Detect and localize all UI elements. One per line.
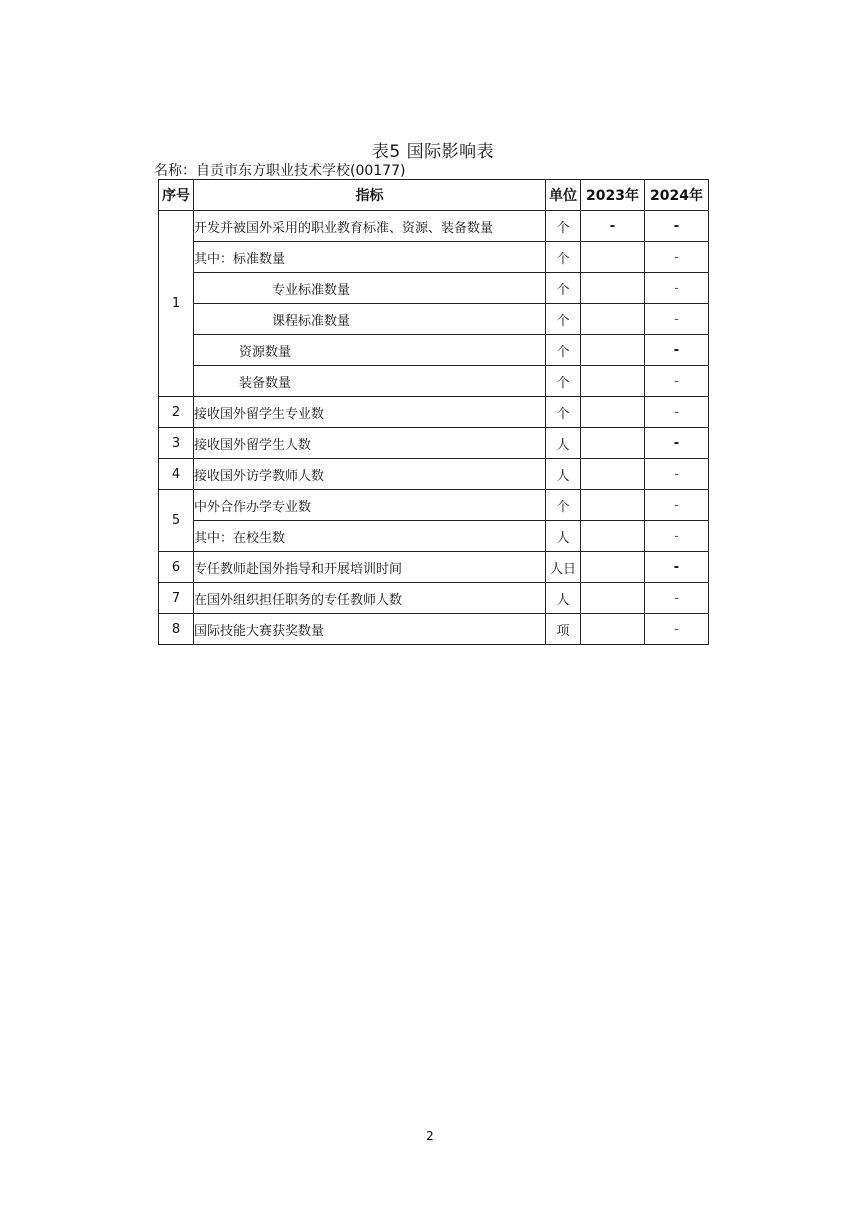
seq-cell: 7 [159,583,194,614]
value-2023-cell [581,459,645,490]
indicator-cell: 专任教师赴国外指导和开展培训时间 [194,552,546,583]
seq-cell: 5 [159,490,194,552]
seq-cell: 2 [159,397,194,428]
unit-cell: 人 [546,521,581,552]
table-row [159,428,709,459]
unit-cell: 个 [546,211,581,242]
unit-cell: 人 [546,428,581,459]
indicator-cell: 接收国外留学生人数 [194,428,546,459]
seq-cell: 8 [159,614,194,645]
value-2023-cell [581,583,645,614]
table-row [159,490,709,521]
value-2023-cell [581,335,645,366]
table-row [159,459,709,490]
header-2024: 2024年 [645,180,709,211]
table-row [159,335,709,366]
page-number: 2 [426,1129,434,1143]
value-2023-cell [581,397,645,428]
value-2024-cell: - [645,366,709,397]
unit-cell: 个 [546,273,581,304]
unit-cell: 个 [546,397,581,428]
value-2024-cell: - [645,335,709,366]
school-name: 名称：自贡市东方职业技术学校(00177) [154,163,406,179]
indicator-cell: 国际技能大赛获奖数量 [194,614,546,645]
header-unit: 单位 [546,180,581,211]
table-header-row [159,180,709,211]
value-2024-cell: - [645,304,709,335]
value-2024-cell: - [645,583,709,614]
table-row [159,521,709,552]
value-2023-cell [581,614,645,645]
value-2023-cell [581,552,645,583]
indicator-cell: 资源数量 [194,335,546,366]
seq-cell: 3 [159,428,194,459]
unit-cell: 个 [546,304,581,335]
unit-cell: 个 [546,242,581,273]
unit-cell: 人 [546,583,581,614]
indicator-cell: 在国外组织担任职务的专任教师人数 [194,583,546,614]
unit-cell: 人 [546,459,581,490]
value-2023-cell [581,490,645,521]
unit-cell: 个 [546,366,581,397]
value-2023-cell [581,273,645,304]
indicator-cell: 其中：标准数量 [194,242,546,273]
table-row [159,366,709,397]
value-2023-cell [581,428,645,459]
value-2024-cell: - [645,490,709,521]
seq-cell: 6 [159,552,194,583]
value-2024-cell: - [645,397,709,428]
value-2023-cell [581,304,645,335]
indicator-cell: 开发并被国外采用的职业教育标准、资源、装备数量 [194,211,546,242]
value-2024-cell: - [645,552,709,583]
indicator-cell: 装备数量 [194,366,546,397]
table-row [159,242,709,273]
value-2024-cell: - [645,273,709,304]
value-2024-cell: - [645,521,709,552]
value-2023-cell: - [581,211,645,242]
value-2024-cell: - [645,459,709,490]
table-row [159,397,709,428]
table-row [159,304,709,335]
table-row [159,273,709,304]
value-2023-cell [581,366,645,397]
indicator-cell: 接收国外访学教师人数 [194,459,546,490]
value-2024-cell: - [645,242,709,273]
value-2024-cell: - [645,428,709,459]
table-row [159,552,709,583]
header-seq: 序号 [159,180,194,211]
seq-cell: 1 [159,211,194,397]
unit-cell: 个 [546,335,581,366]
table-title: 表5 国际影响表 [371,142,495,162]
value-2024-cell: - [645,614,709,645]
table-row [159,583,709,614]
value-2023-cell [581,242,645,273]
header-2023: 2023年 [581,180,645,211]
unit-cell: 个 [546,490,581,521]
indicator-cell: 课程标准数量 [194,304,546,335]
table-row [159,614,709,645]
indicator-cell: 其中：在校生数 [194,521,546,552]
international-influence-table [158,179,709,645]
indicator-cell: 中外合作办学专业数 [194,490,546,521]
unit-cell: 人日 [546,552,581,583]
value-2023-cell [581,521,645,552]
seq-cell: 4 [159,459,194,490]
value-2024-cell: - [645,211,709,242]
table-row [159,211,709,242]
header-indicator: 指标 [194,180,546,211]
indicator-cell: 专业标准数量 [194,273,546,304]
unit-cell: 项 [546,614,581,645]
indicator-cell: 接收国外留学生专业数 [194,397,546,428]
